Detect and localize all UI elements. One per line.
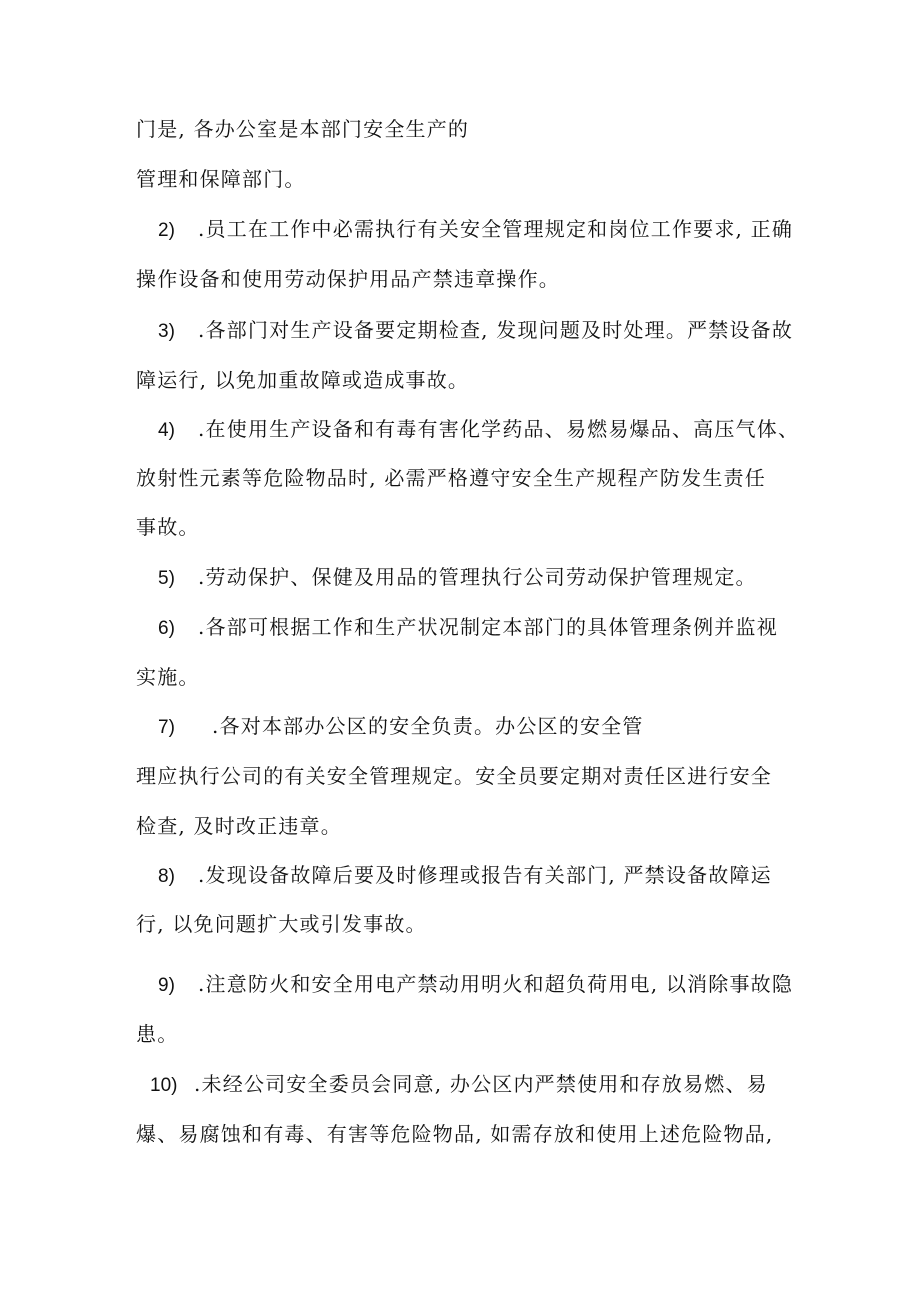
line-text: 患。 [136,1022,179,1046]
line-text: .各部可根据工作和生产状况制定本部门的具体管理条例并监视 [198,615,778,639]
line-text: .各部门对生产设备要定期检查, 发现问题及时处理。严禁设备故 [198,318,794,342]
paragraph-line [136,465,766,491]
list-item-10 [136,1071,768,1099]
list-item-8 [136,862,772,890]
line-text: .各对本部办公区的安全负责。办公区的安全管 [212,714,644,738]
paragraph-line [136,1121,773,1147]
line-text: .注意防火和安全用电产禁动用明火和超负荷用电, 以消除事故隐 [198,972,794,996]
list-item-6 [136,614,778,642]
paragraph-line [136,367,469,393]
paragraph-line [136,911,427,937]
line-text: .劳动保护、保健及用品的管理执行公司劳动保护管理规定。 [198,565,757,589]
paragraph-line [136,266,560,292]
list-item-7 [136,713,644,741]
line-text: 门是, 各办公室是本部门安全生产的 [136,117,470,141]
item-number: 7) [158,717,175,738]
item-number: 10) [150,1075,178,1096]
list-item-4 [136,416,799,444]
line-text: 实施。 [136,665,200,689]
line-text: 事故。 [136,515,200,539]
item-number: 9) [158,975,175,996]
item-number: 2) [158,220,175,241]
line-text: 管理和保障部门。 [136,167,306,191]
line-text: .发现设备故障后要及时修理或报告有关部门, 严禁设备故障运 [198,863,772,887]
list-item-2 [136,216,793,244]
list-item-5 [136,564,757,592]
list-item-9 [136,971,793,999]
item-number: 5) [158,568,175,589]
line-text: 行, 以免问题扩大或引发事故。 [136,912,427,936]
list-item-3 [136,317,793,345]
item-number: 4) [158,420,175,441]
item-number: 8) [158,866,175,887]
line-text: .在使用生产设备和有毒有害化学药品、易燃易爆品、高压气体、 [198,417,800,441]
line-text: 放射性元素等危险物品时, 必需严格遵守安全生产规程产防发生责任 [136,466,766,490]
paragraph-line [136,664,200,690]
line-text: .员工在工作中必需执行有关安全管理规定和岗位工作要求, 正确 [198,217,794,241]
paragraph-line [136,813,342,839]
line-text: 障运行, 以免加重故障或造成事故。 [136,368,470,392]
paragraph-line [136,1021,178,1047]
paragraph-line [136,166,306,192]
item-number: 3) [158,321,175,342]
line-text: .未经公司安全委员会同意, 办公区内严禁使用和存放易燃、易 [194,1072,768,1096]
paragraph-line [136,763,772,789]
line-text: 操作设备和使用劳动保护用品产禁违章操作。 [136,267,560,291]
line-text: 爆、易腐蚀和有毒、有害等危险物品, 如需存放和使用上述危险物品, [136,1122,774,1146]
paragraph-line [136,514,200,540]
line-text: 检查, 及时改正违章。 [136,814,342,838]
paragraph-line [136,116,469,142]
line-text: 理应执行公司的有关安全管理规定。安全员要定期对责任区进行安全 [136,764,772,788]
item-number: 6) [158,618,175,639]
